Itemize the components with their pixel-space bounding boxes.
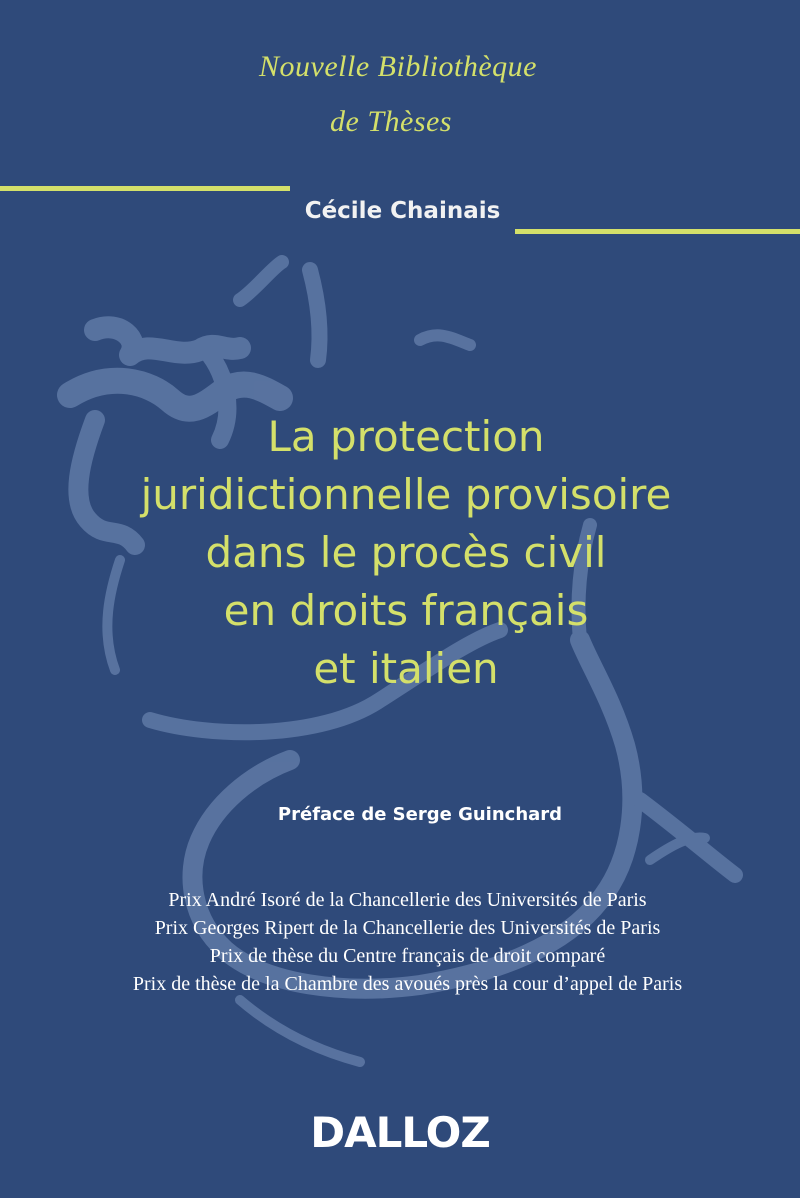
publisher-logo: DALLOZ	[310, 1108, 490, 1157]
title-line: et italien	[313, 644, 499, 693]
prize-item: Prix Georges Ripert de la Chancellerie des Universités de Paris	[154, 917, 661, 939]
prize-item: Prix de thèse de la Chambre des avoués près la cour d’appel de Paris	[132, 973, 683, 995]
prize-item: Prix André Isoré de la Chancellerie des Universités de Paris	[168, 889, 647, 911]
title-line: juridictionnelle provisoire	[140, 470, 672, 519]
series-name-line-1: Nouvelle Bibliothèque	[259, 50, 537, 83]
preface-credit: Préface de Serge Guinchard	[277, 804, 563, 825]
decorative-rule-left	[0, 186, 290, 191]
series-name-line-2: de Thèses	[330, 105, 452, 138]
decorative-rule-right	[515, 229, 800, 234]
author-name: Cécile Chainais	[304, 198, 501, 224]
prize-list	[60, 886, 755, 998]
book-title	[60, 408, 752, 698]
title-line: dans le procès civil	[205, 528, 607, 577]
title-line: La protection	[267, 412, 545, 461]
prize-item: Prix de thèse du Centre français de droit comparé	[209, 945, 606, 967]
title-line: en droits français	[223, 586, 589, 635]
